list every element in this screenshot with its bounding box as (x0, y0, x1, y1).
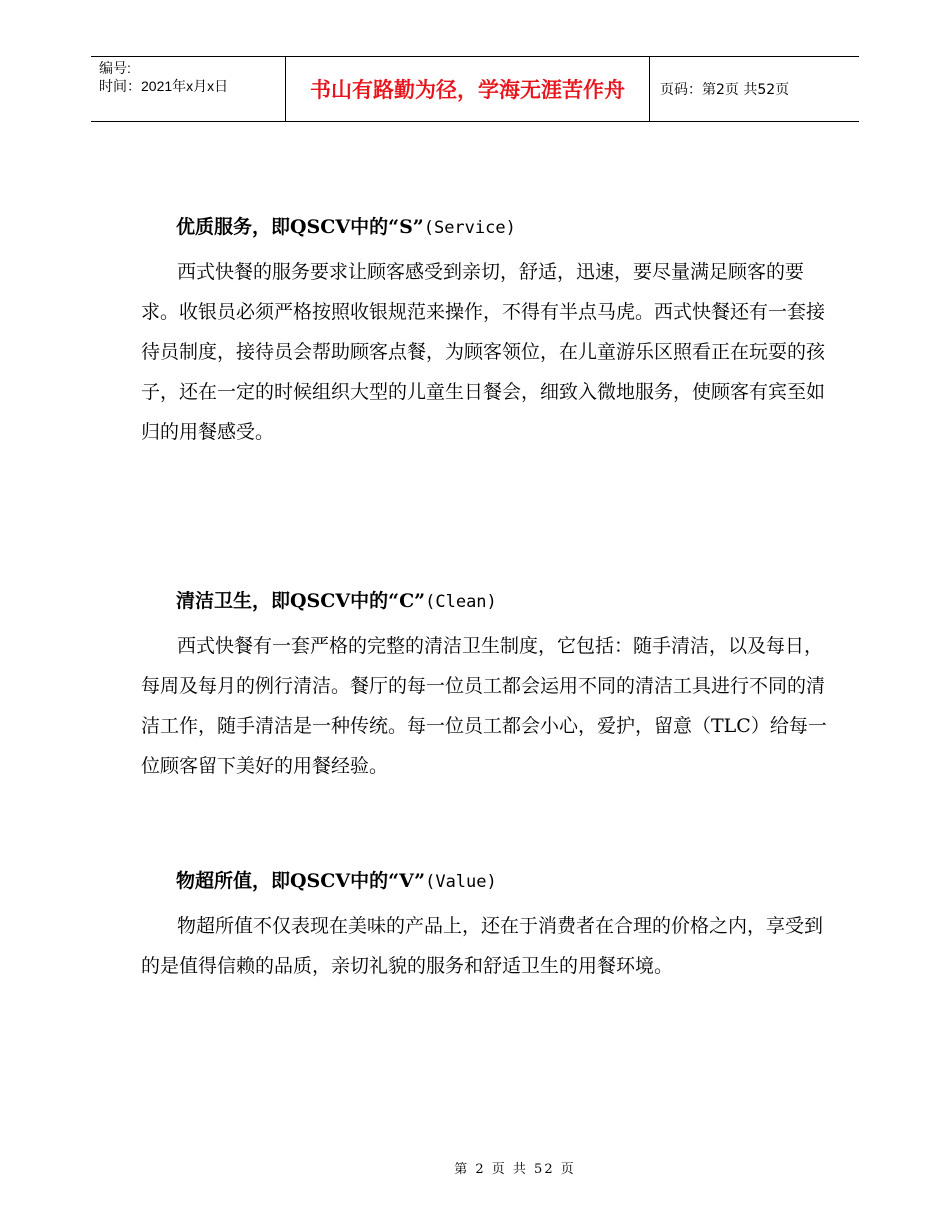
heading-text: 优质服务，即QSCV中的“S” (176, 216, 424, 238)
section-heading-service (176, 212, 516, 239)
header-page-info: 页码：第2页 共52页 (660, 82, 790, 98)
header-motto: 书山有路勤为径，学海无涯苦作舟 (286, 57, 650, 121)
section-heading-value (176, 866, 497, 893)
heading-text: 物超所值，即QSCV中的“V” (176, 870, 426, 892)
heading-english: (Clean) (425, 592, 497, 612)
page-footer: 第 2 页 共 52 页 (454, 1162, 576, 1177)
document-number-label: 编号: (99, 60, 131, 76)
document-time-label: 时间：2021年x月x日 (99, 78, 229, 94)
page-header (91, 56, 859, 122)
section-paragraph-value: 物超所值不仅表现在美味的产品上，还在于消费者在合理的价格之内，享受到的是值得信赖的品质，亲切礼貌的服务和舒适卫生的用餐环境。 (141, 915, 824, 977)
heading-english: (Value) (425, 872, 497, 892)
section-paragraph-clean: 西式快餐有一套严格的完整的清洁卫生制度，它包括：随手清洁，以及每日，每周及每月的例行清洁。餐厅的每一位员工都会运用不同的清洁工具进行不同的清洁工作，随手清洁是一种传统。每一位员工都会小心，爱护，留意（TLC）给每一位顾客留下美好的用餐经验。 (141, 635, 827, 777)
heading-english: (Service) (423, 218, 516, 238)
header-meta (91, 57, 286, 121)
heading-text: 清洁卫生，即QSCV中的“C” (176, 590, 426, 612)
section-heading-clean (176, 586, 497, 613)
section-paragraph-service: 西式快餐的服务要求让顾客感受到亲切，舒适，迅速，要尽量满足顾客的要求。收银员必须严格按照收银规范来操作，不得有半点马虎。西式快餐还有一套接待员制度，接待员会帮助顾客点餐，为顾客领位，在儿童游乐区照看正在玩耍的孩子，还在一定的时候组织大型的儿童生日餐会，细致入微地服务，使顾客有宾至如归的用餐感受。 (141, 261, 826, 443)
